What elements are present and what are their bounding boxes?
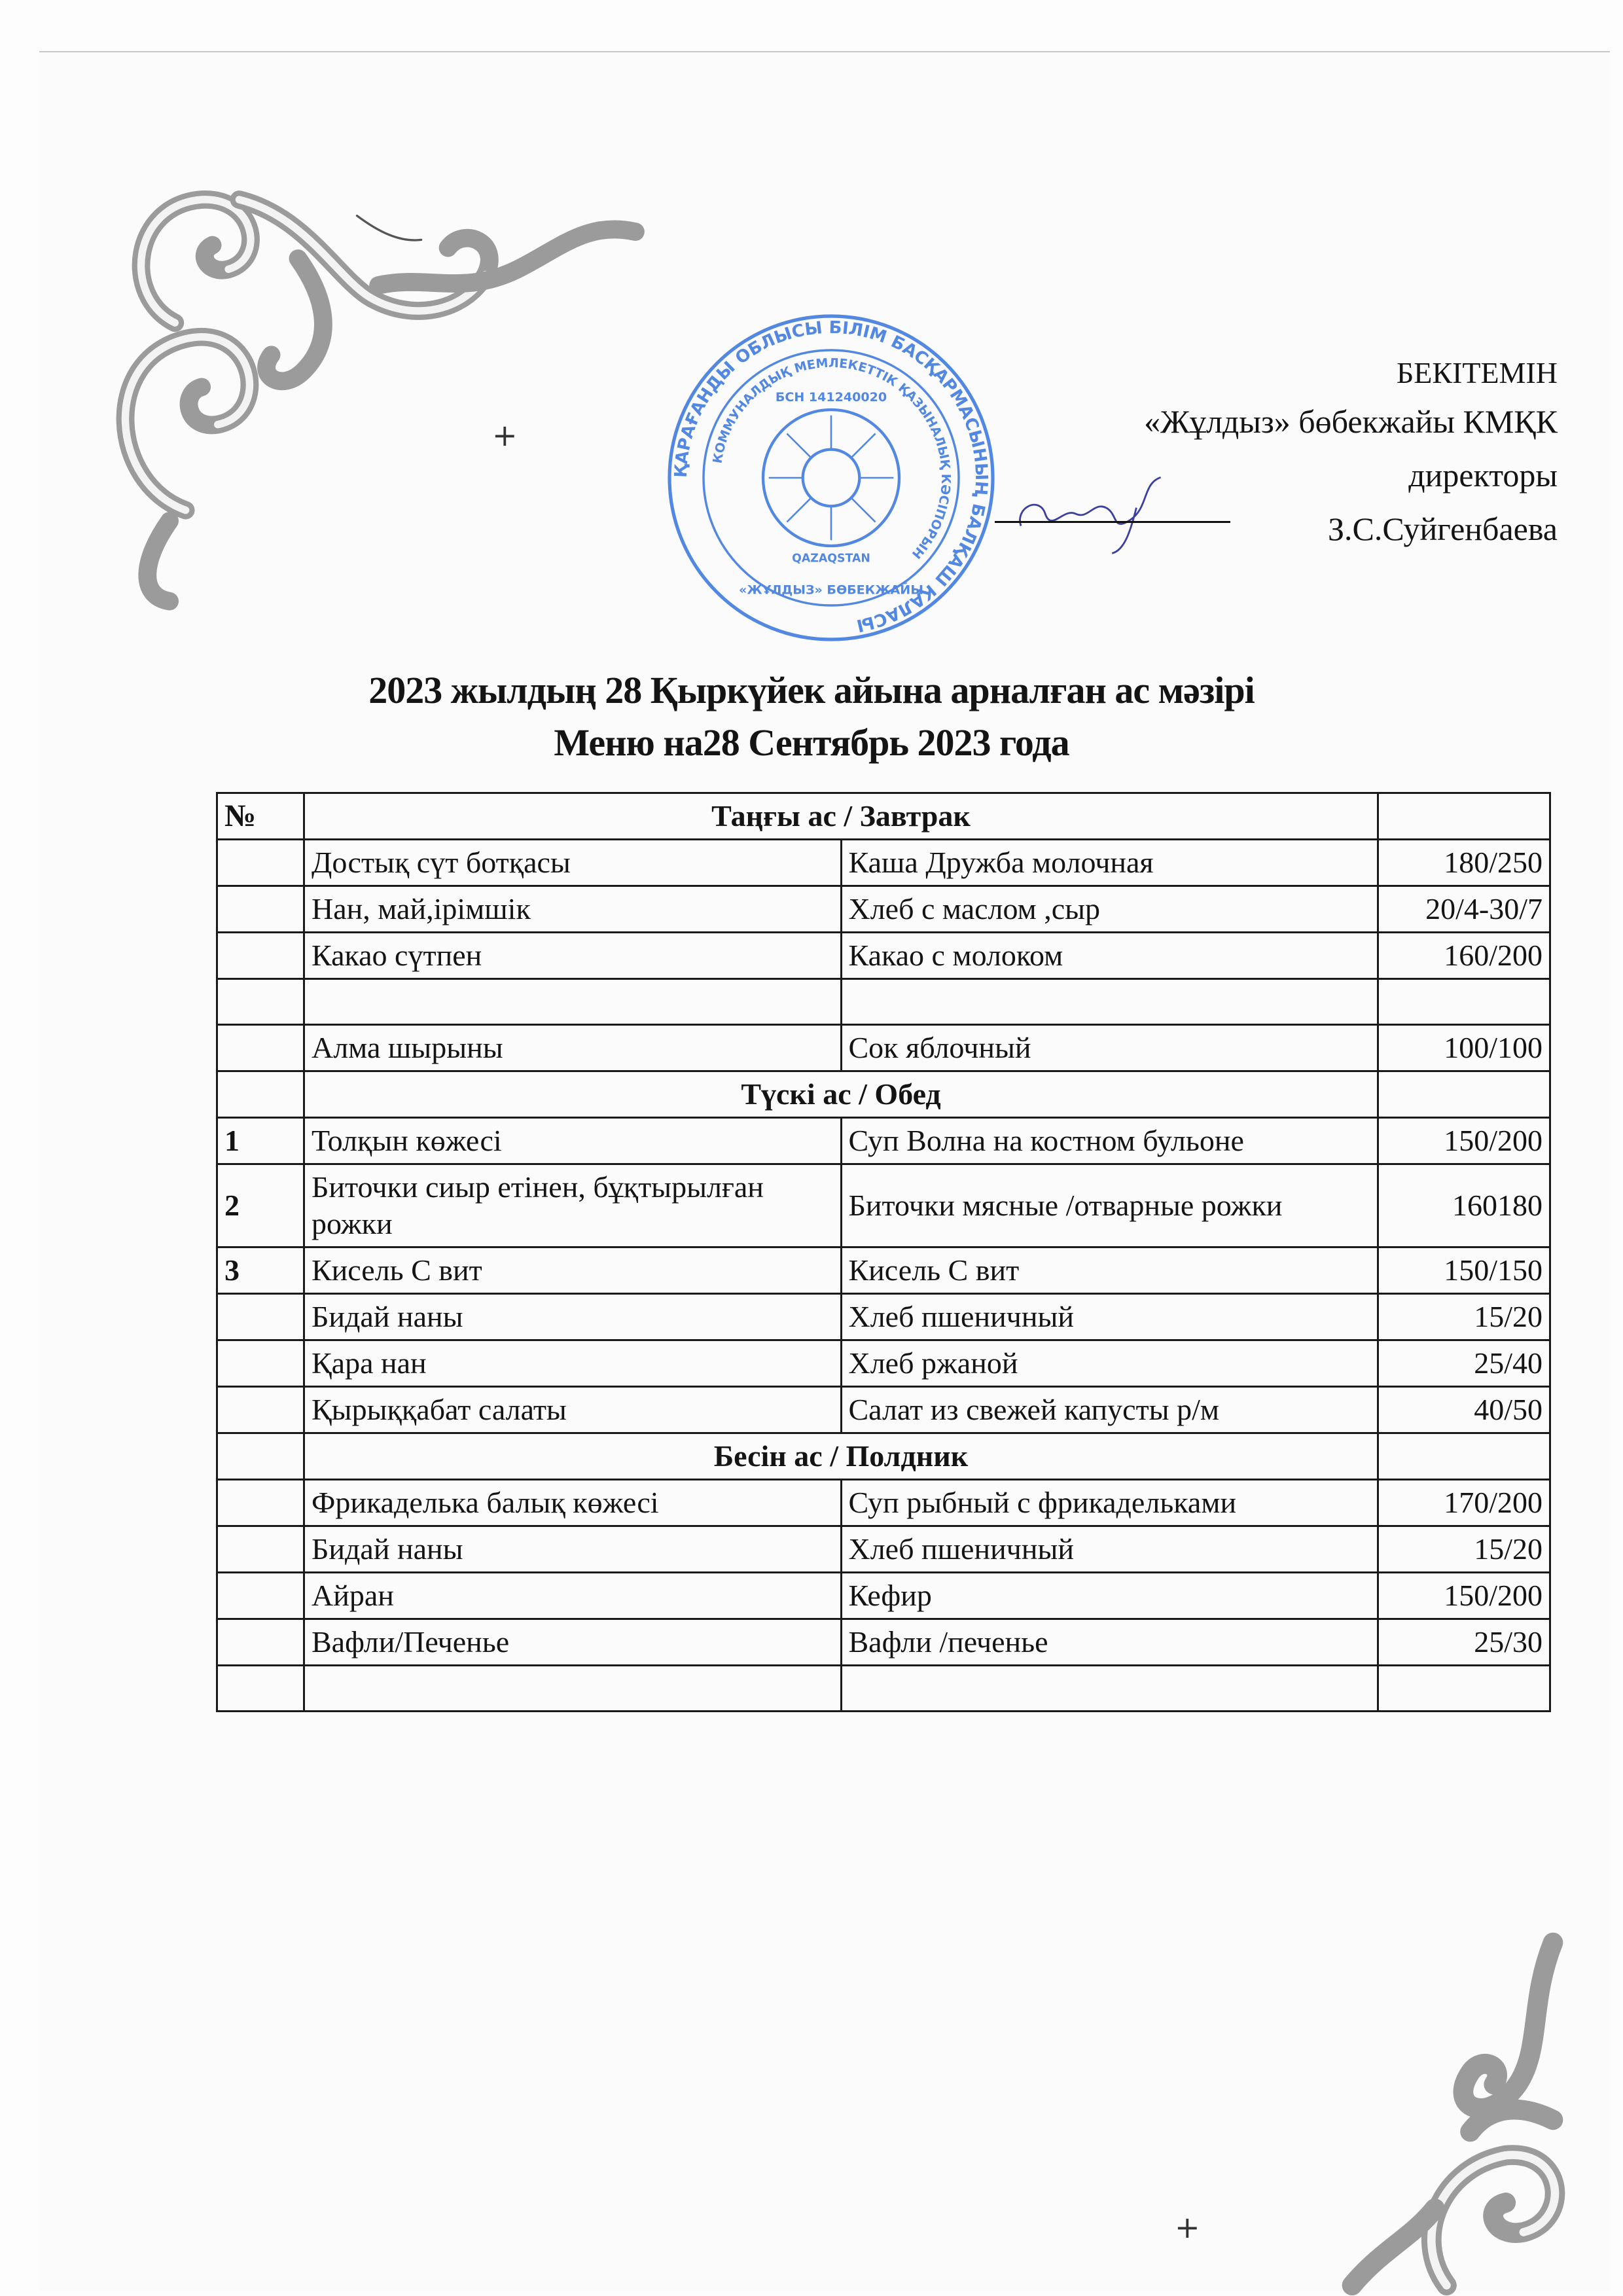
dish-name-russian: Кефир: [841, 1573, 1378, 1619]
dish-number: [217, 979, 304, 1025]
dish-name-russian: [841, 979, 1378, 1025]
dish-number: [217, 840, 304, 886]
dish-number: [217, 886, 304, 933]
dish-name-russian: Суп Волна на костном бульоне: [841, 1118, 1378, 1164]
dish-name-russian: Салат из свежей капусты р/м: [841, 1387, 1378, 1433]
dish-number: [217, 1340, 304, 1387]
dish-name-russian: Хлеб пшеничный: [841, 1294, 1378, 1340]
dish-number: [217, 933, 304, 979]
dish-number: 1: [217, 1118, 304, 1164]
dish-number: [217, 1025, 304, 1071]
portion-weight: 20/4-30/7: [1378, 886, 1550, 933]
dish-number: 2: [217, 1164, 304, 1247]
ornament-swirls: [125, 200, 635, 601]
section-title: Түскі ас / Обед: [304, 1071, 1378, 1118]
menu-row: [217, 1025, 1550, 1071]
number-header: [217, 1433, 304, 1480]
menu-row: [217, 1340, 1550, 1387]
dish-name-kazakh: Қара нан: [304, 1340, 842, 1387]
menu-row: [217, 1164, 1550, 1247]
menu-row: [217, 1387, 1550, 1433]
menu-row: [217, 1619, 1550, 1666]
dish-name-kazakh: Фрикаделька балық көжесі: [304, 1480, 842, 1526]
menu-table: [216, 792, 1551, 1712]
dish-name-russian: Сок яблочный: [841, 1025, 1378, 1071]
menu-row: [217, 1118, 1550, 1164]
title-kazakh: 2023 жылдың 28 Қыркүйек айына арналған ас мәзірі: [368, 669, 1255, 711]
section-title: Таңғы ас / Завтрак: [304, 793, 1378, 840]
section-header-row: [217, 1433, 1550, 1480]
dish-number: 3: [217, 1247, 304, 1294]
stamp-outer-text: ҚАРАҒАНДЫ ОБЛЫСЫ БІЛІМ БАСҚАРМАСЫНЫҢ БАЛҚАШ ҚАЛАСЫ: [671, 317, 991, 636]
ornament-swirls: [1352, 1943, 1555, 2286]
portion-weight: [1378, 979, 1550, 1025]
crosshair-mark-bottom: +: [1175, 2210, 1200, 2245]
dish-name-russian: Каша Дружба молочная: [841, 840, 1378, 886]
dish-name-russian: Биточки мясные /отварные рожки: [841, 1164, 1378, 1247]
stamp-emblem-text: QAZAQSTAN: [792, 552, 870, 565]
dish-name-kazakh: [304, 979, 842, 1025]
dish-name-kazakh: Биточки сиыр етінен, бұқтырылған рожки: [304, 1164, 842, 1247]
portion-weight: 160/200: [1378, 933, 1550, 979]
menu-row: [217, 886, 1550, 933]
dish-number: [217, 1619, 304, 1666]
dish-name-russian: [841, 1666, 1378, 1712]
number-header: №: [217, 793, 304, 840]
section-title: Бесін ас / Полдник: [304, 1433, 1378, 1480]
portion-weight: 15/20: [1378, 1294, 1550, 1340]
crosshair-mark-top: +: [492, 418, 518, 453]
stamp-name: «ЖҰЛДЫЗ» БӨБЕКЖАЙЫ: [739, 583, 923, 598]
portion-weight: 150/200: [1378, 1118, 1550, 1164]
dish-name-russian: Хлеб пшеничный: [841, 1526, 1378, 1573]
portion-weight: 15/20: [1378, 1526, 1550, 1573]
dish-name-kazakh: Бидай наны: [304, 1294, 842, 1340]
section-weight-cell: [1378, 1433, 1550, 1480]
portion-weight: 25/40: [1378, 1340, 1550, 1387]
approval-heading: БЕКІТЕМІН: [1396, 356, 1558, 389]
dish-name-russian: Суп рыбный с фрикадельками: [841, 1480, 1378, 1526]
dish-name-russian: Хлеб ржаной: [841, 1340, 1378, 1387]
portion-weight: 170/200: [1378, 1480, 1550, 1526]
dish-number: [217, 1666, 304, 1712]
dish-name-russian: Хлеб с маслом ,сыр: [841, 886, 1378, 933]
bottom-right-ornament: [1276, 1931, 1623, 2296]
portion-weight: [1378, 1666, 1550, 1712]
emblem-rays: [769, 416, 894, 541]
number-header: [217, 1071, 304, 1118]
approval-position: директоры: [1408, 457, 1558, 493]
approval-organization: «Жұлдыз» бөбекжайы КМҚК: [1144, 403, 1558, 440]
menu-row: [217, 933, 1550, 979]
dish-name-kazakh: Кисель С вит: [304, 1247, 842, 1294]
menu-row: [217, 840, 1550, 886]
signature-line: [995, 521, 1230, 523]
dish-name-russian: Какао с молоком: [841, 933, 1378, 979]
section-header-row: [217, 1071, 1550, 1118]
menu-row: [217, 1573, 1550, 1619]
dish-name-kazakh: Бидай наны: [304, 1526, 842, 1573]
dish-number: [217, 1573, 304, 1619]
dish-name-russian: Вафли /печенье: [841, 1619, 1378, 1666]
menu-row: [217, 979, 1550, 1025]
approval-block: [969, 353, 1558, 548]
section-weight-cell: [1378, 793, 1550, 840]
portion-weight: 180/250: [1378, 840, 1550, 886]
portion-weight: 160180: [1378, 1164, 1550, 1247]
dish-name-kazakh: Вафли/Печенье: [304, 1619, 842, 1666]
dish-name-kazakh: Какао сүтпен: [304, 933, 842, 979]
section-weight-cell: [1378, 1071, 1550, 1118]
menu-row: [217, 1526, 1550, 1573]
dish-name-kazakh: Достық сүт ботқасы: [304, 840, 842, 886]
portion-weight: 25/30: [1378, 1619, 1550, 1666]
dish-number: [217, 1526, 304, 1573]
stamp-inner-text: КОММУНАЛДЫҚ МЕМЛЕКЕТТІК ҚАЗЫНАЛЫҚ КӘСІПОРЫН: [710, 355, 954, 562]
portion-weight: 100/100: [1378, 1025, 1550, 1071]
dish-number: [217, 1387, 304, 1433]
stamp-inner-ring: [704, 350, 959, 605]
dish-name-kazakh: Айран: [304, 1573, 842, 1619]
portion-weight: 150/150: [1378, 1247, 1550, 1294]
title-russian: Меню на28 Сентябрь 2023 года: [554, 721, 1069, 764]
portion-weight: 150/200: [1378, 1573, 1550, 1619]
menu-row: [217, 1294, 1550, 1340]
portion-weight: 40/50: [1378, 1387, 1550, 1433]
dish-number: [217, 1294, 304, 1340]
menu-row: [217, 1480, 1550, 1526]
dish-name-kazakh: Толқын көжесі: [304, 1118, 842, 1164]
dish-name-kazakh: [304, 1666, 842, 1712]
dish-name-kazakh: Алма шырыны: [304, 1025, 842, 1071]
menu-row: [217, 1247, 1550, 1294]
stamp-bin: БСН 141240020: [775, 390, 887, 404]
dish-name-kazakh: Нан, май,ірімшік: [304, 886, 842, 933]
top-left-ornament: [79, 98, 668, 655]
menu-row: [217, 1666, 1550, 1712]
official-stamp: [661, 308, 1001, 648]
section-header-row: [217, 793, 1550, 840]
dish-name-kazakh: Қырыққабат салаты: [304, 1387, 842, 1433]
dish-name-russian: Кисель С вит: [841, 1247, 1378, 1294]
approval-name: З.С.Суйгенбаева: [1327, 511, 1558, 547]
dish-number: [217, 1480, 304, 1526]
